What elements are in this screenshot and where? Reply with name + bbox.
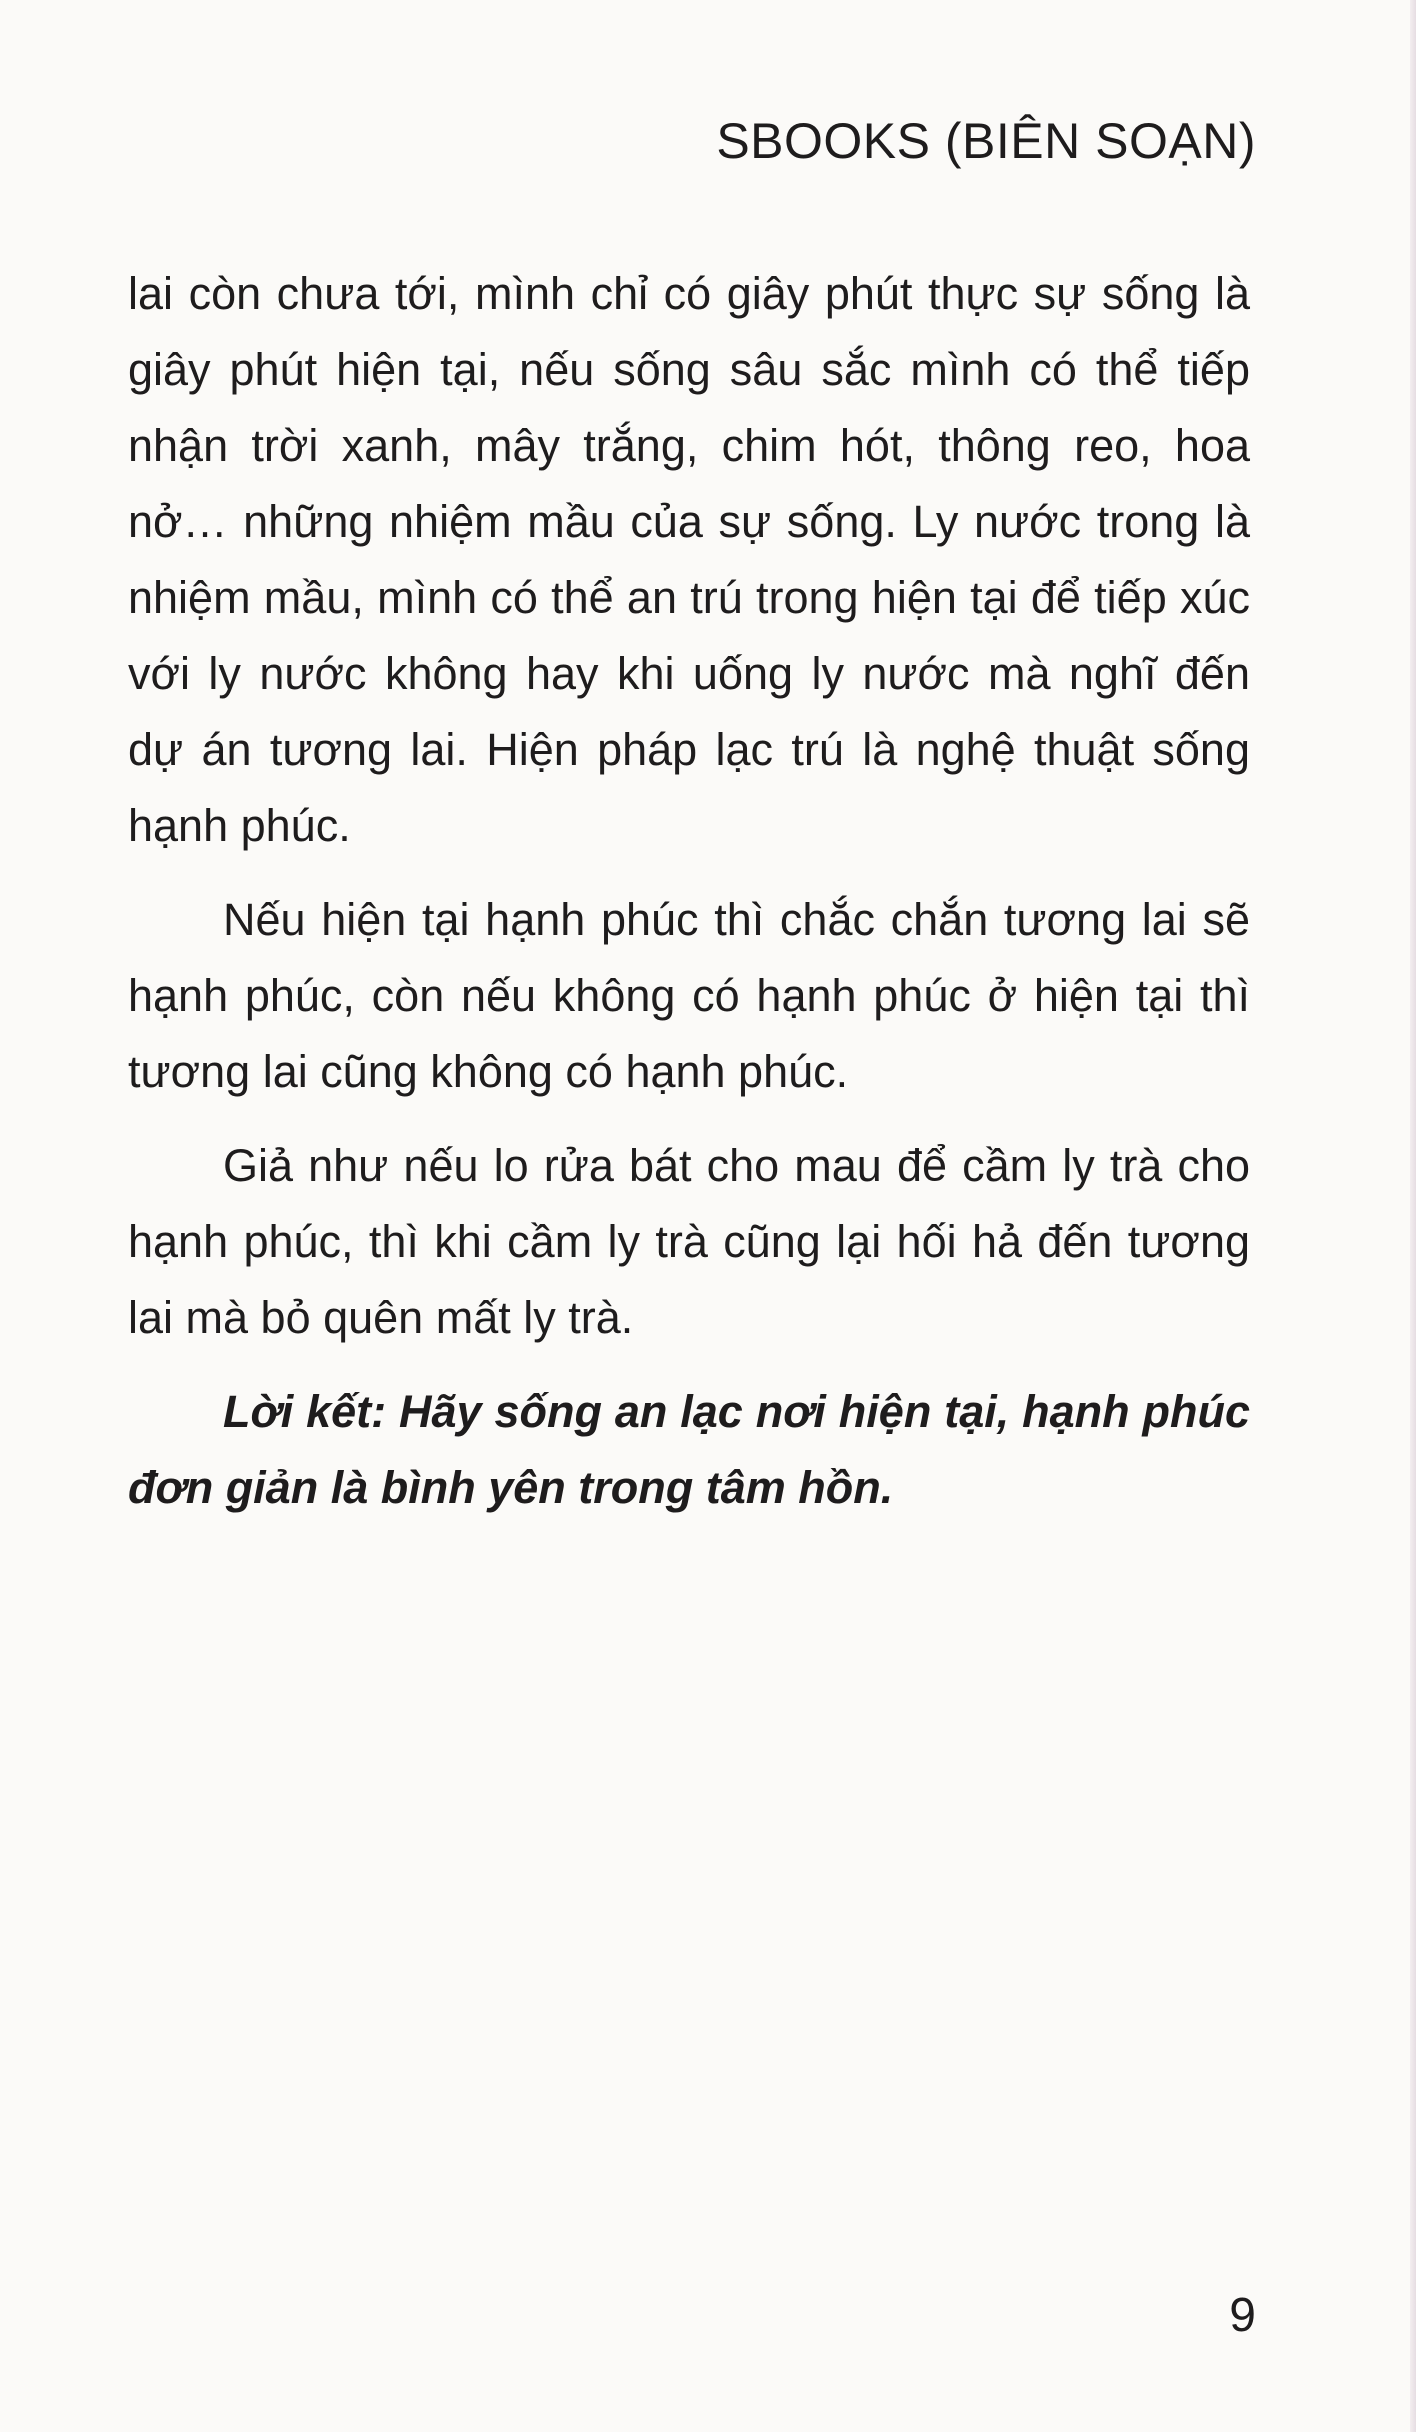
body-text (128, 256, 1250, 1526)
paragraph: Nếu hiện tại hạnh phúc thì chắc chắn tương lai sẽ hạnh phúc, còn nếu không có hạnh phúc ở hiện tại thì tương lai cũng không có hạnh phúc. (128, 894, 1250, 1097)
running-header: SBOOKS (BIÊN SOẠN) (716, 113, 1256, 169)
paragraph-continued: lai còn chưa tới, mình chỉ có giây phút thực sự sống là giây phút hiện tại, nếu sống sâu sắc mình có thể tiếp nhận trời xanh, mây trắng, chim hót, thông reo, hoa nở… những nhiệm mầu của sự sống. Ly nước trong là nhiệm mầu, mình có thể an trú trong hiện tại để tiếp xúc với ly nước không hay khi uống ly nước mà nghĩ đến dự án tương lai. Hiện pháp lạc trú là nghệ thuật sống hạnh phúc. (128, 268, 1250, 851)
conclusion-paragraph: Lời kết: Hãy sống an lạc nơi hiện tại, hạnh phúc đơn giản là bình yên trong tâm hồn. (128, 1386, 1250, 1513)
page-number: 9 (1229, 2289, 1256, 2342)
paragraph: Giả như nếu lo rửa bát cho mau để cầm ly trà cho hạnh phúc, thì khi cầm ly trà cũng lại hối hả đến tương lai mà bỏ quên mất ly trà. (128, 1140, 1250, 1343)
page-edge (1410, 0, 1416, 2432)
